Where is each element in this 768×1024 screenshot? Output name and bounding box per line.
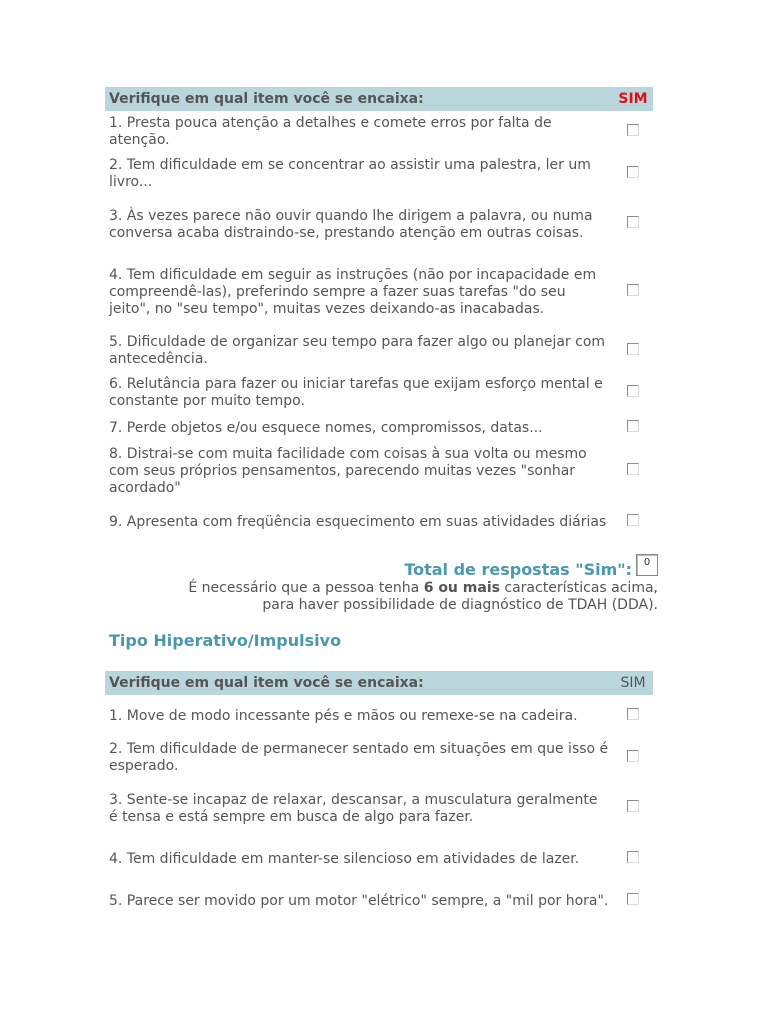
table-row xyxy=(105,111,653,153)
table-row xyxy=(105,695,653,737)
checkbox[interactable] xyxy=(627,166,639,178)
item-text: 8. Distrai-se com muita facilidade com coisas à sua volta ou mesmo com seus próprios pensamentos, parecendo muitas vezes "sonhar acordado" xyxy=(109,446,587,496)
checkbox[interactable] xyxy=(627,893,639,905)
header-label: Verifique em qual item você se encaixa: xyxy=(105,87,613,111)
item-text: 5. Dificuldade de organizar seu tempo para fazer algo ou planejar com antecedência. xyxy=(109,334,606,367)
table-row xyxy=(105,838,653,880)
table-header xyxy=(105,87,653,111)
checkbox[interactable] xyxy=(627,124,639,136)
checkbox[interactable] xyxy=(627,851,639,863)
checkbox[interactable] xyxy=(627,420,639,432)
section-title-hyperactive: Tipo Hiperativo/Impulsivo xyxy=(109,631,342,650)
item-text: 4. Tem dificuldade em manter-se silencioso em atividades de lazer. xyxy=(109,850,580,867)
table-row xyxy=(105,442,653,501)
table-row xyxy=(105,153,653,195)
note-text-1: É necessário que a pessoa tenha xyxy=(188,580,424,596)
table-row xyxy=(105,330,653,372)
header-label: Verifique em qual item você se encaixa: xyxy=(105,671,613,695)
item-text: 2. Tem dificuldade de permanecer sentado em situações em que isso é esperado. xyxy=(109,741,609,774)
table-row xyxy=(105,779,653,838)
checkbox[interactable] xyxy=(627,284,639,296)
table-row xyxy=(105,737,653,779)
diagnosis-note xyxy=(105,580,658,614)
table-header xyxy=(105,671,653,695)
item-text: 5. Parece ser movido por um motor "elétrico" sempre, a "mil por hora". xyxy=(109,892,609,909)
total-yes-field[interactable]: 0 xyxy=(636,554,658,576)
item-text: 3. Às vezes parece não ouvir quando lhe dirigem a palavra, ou numa conversa acaba distraindo-se, prestando atenção em outras coisas. xyxy=(109,207,593,241)
item-text: 1. Presta pouca atenção a detalhes e comete erros por falta de atenção. xyxy=(109,115,552,148)
note-line-2: para haver possibilidade de diagnóstico de TDAH (DDA). xyxy=(262,597,658,613)
item-text: 7. Perde objetos e/ou esquece nomes, compromissos, datas... xyxy=(109,419,543,436)
hyperactive-table xyxy=(105,671,653,922)
checkbox[interactable] xyxy=(627,800,639,812)
item-text: 2. Tem dificuldade em se concentrar ao assistir uma palestra, ler um livro... xyxy=(109,157,591,190)
checkbox[interactable] xyxy=(627,750,639,762)
table-row xyxy=(105,501,653,543)
checkbox[interactable] xyxy=(627,514,639,526)
table-row xyxy=(105,880,653,922)
total-yes-line xyxy=(105,557,658,580)
inattention-table xyxy=(105,87,653,543)
checkbox[interactable] xyxy=(627,708,639,720)
table-row xyxy=(105,414,653,442)
questionnaire xyxy=(105,87,658,922)
note-text-2: características acima, xyxy=(499,580,658,596)
table-row xyxy=(105,195,653,254)
header-sim: SIM xyxy=(613,87,653,111)
total-yes-label: Total de respostas "Sim": xyxy=(404,560,632,579)
item-text: 1. Move de modo incessante pés e mãos ou remexe-se na cadeira. xyxy=(109,707,578,724)
checkbox[interactable] xyxy=(627,385,639,397)
checkbox[interactable] xyxy=(627,463,639,475)
header-sim: SIM xyxy=(613,671,653,695)
checkbox[interactable] xyxy=(627,343,639,355)
item-text: 3. Sente-se incapaz de relaxar, descansar, a musculatura geralmente é tensa e está sempre em busca de algo para fazer. xyxy=(109,791,598,825)
table-row xyxy=(105,254,653,330)
item-text: 6. Relutância para fazer ou iniciar tarefas que exijam esforço mental e constante por muito tempo. xyxy=(109,376,603,409)
item-text: 4. Tem dificuldade em seguir as instruções (não por incapacidade em compreendê-las), preferindo sempre a fazer suas tarefas "do seu jeito", no "seu tempo", muitas vezes deixando-as inacabadas. xyxy=(109,266,597,317)
checkbox[interactable] xyxy=(627,216,639,228)
item-text: 9. Apresenta com freqüência esquecimento em suas atividades diárias xyxy=(109,513,607,530)
table-row xyxy=(105,372,653,414)
note-bold: 6 ou mais xyxy=(423,580,500,596)
